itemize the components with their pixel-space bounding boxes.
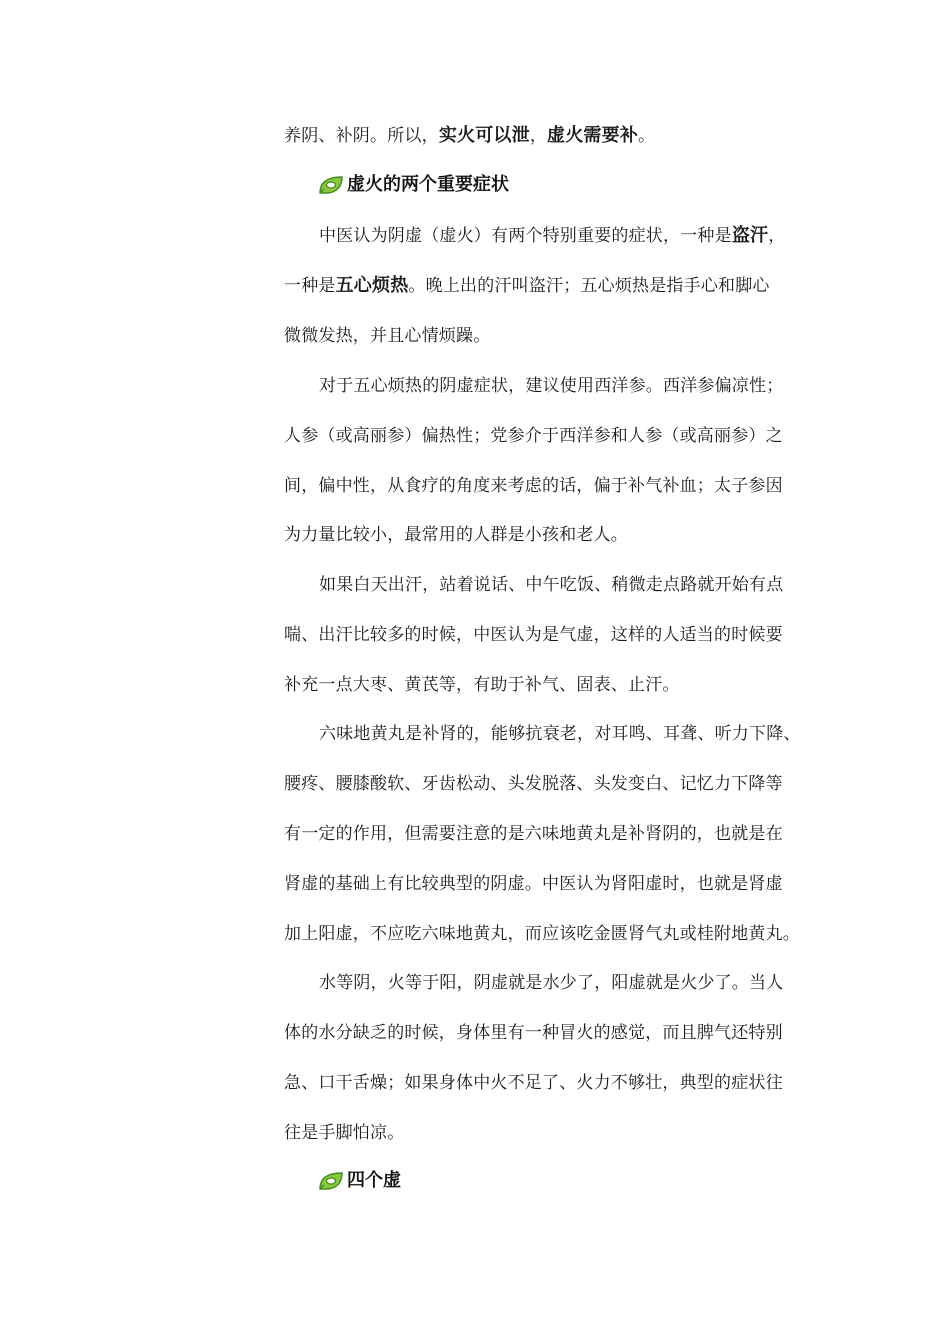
text-line: 间，偏中性，从食疗的角度来考虑的话，偏于补气补血；太子参因 [284, 476, 783, 496]
text-line: 喘、出汗比较多的时候，中医认为是气虚，这样的人适当的时候要 [284, 625, 783, 645]
emphasis-text: 盗汗 [731, 225, 769, 246]
leaf-icon [318, 175, 344, 195]
emphasis-text: 虚火需要补 [547, 125, 639, 146]
text-line: 体的水分缺乏的时候，身体里有一种冒火的感觉，而且脾气还特别 [284, 1023, 783, 1043]
text-line: 如果白天出汗，站着说话、中午吃饭、稍微走点路就开始有点 [319, 575, 784, 595]
text-line [284, 274, 794, 298]
text-segment: ， [768, 226, 786, 246]
text-line [284, 124, 794, 148]
text-segment: ， [529, 126, 548, 146]
text-segment: 。晚上出的汗叫盗汗；五心烦热是指手心和脚心 [408, 276, 770, 296]
text-segment: 。 [638, 126, 656, 146]
text-line: 六味地黄丸是补肾的，能够抗衰老，对耳鸣、耳聋、听力下降、 [319, 724, 801, 744]
text-line: 对于五心烦热的阴虚症状，建议使用西洋参。西洋参偏凉性； [319, 376, 784, 396]
text-line: 为力量比较小，最常用的人群是小孩和老人。 [284, 525, 628, 545]
text-line: 往是手脚怕凉。 [284, 1123, 405, 1143]
text-segment: 一种是 [284, 276, 336, 296]
text-segment: 养阴、补阴。所以， [284, 126, 439, 146]
heading-title: 虚火的两个重要症状 [347, 174, 509, 195]
emphasis-text: 实火可以泄 [438, 125, 530, 146]
text-line: 有一定的作用，但需要注意的是六味地黄丸是补肾阴的，也就是在 [284, 824, 783, 844]
text-line: 腰疼、腰膝酸软、牙齿松动、头发脱落、头发变白、记忆力下降等 [284, 774, 783, 794]
text-line: 补充一点大枣、黄芪等，有助于补气、固表、止汗。 [284, 675, 680, 695]
text-line: 急、口干舌燥；如果身体中火不足了、火力不够壮，典型的症状往 [284, 1073, 783, 1093]
emphasis-text: 五心烦热 [335, 275, 409, 296]
text-line: 加上阳虚，不应吃六味地黄丸，而应该吃金匮肾气丸或桂附地黄丸。 [284, 924, 800, 944]
section-heading [318, 172, 509, 198]
text-line: 水等阴，火等于阳，阴虚就是水少了，阳虚就是火少了。当人 [319, 973, 784, 993]
text-line: 肾虚的基础上有比较典型的阴虚。中医认为肾阳虚时，也就是肾虚 [284, 874, 783, 894]
text-line: 人参（或高丽参）偏热性；党参介于西洋参和人参（或高丽参）之 [284, 426, 783, 446]
leaf-icon [318, 1171, 344, 1191]
heading-title: 四个虚 [347, 1170, 401, 1191]
text-line [319, 224, 794, 248]
text-line: 微微发热，并且心情烦躁。 [284, 326, 491, 346]
text-segment: 中医认为阴虚（虚火）有两个特别重要的症状，一种是 [319, 226, 732, 246]
section-heading [318, 1168, 401, 1194]
